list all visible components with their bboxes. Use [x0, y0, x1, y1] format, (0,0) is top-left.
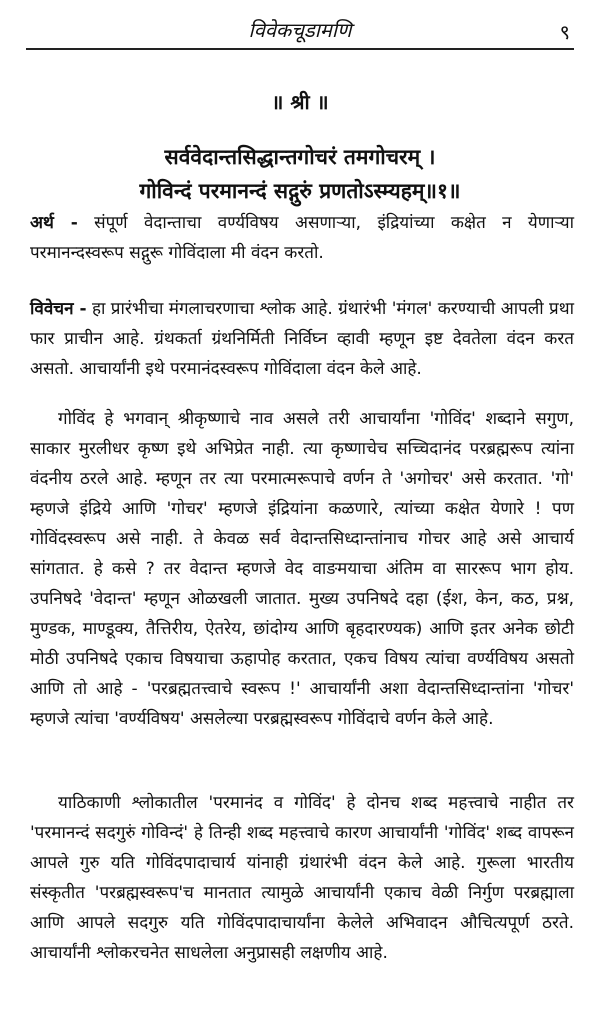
commentary-paragraph-3: याठिकाणी श्लोकातील 'परमानंद व गोविंद' हे दोनच शब्द महत्त्वाचे नाहीत तर 'परमानन्दं सदगुरुं गोविन्दं' हे तिन्ही शब्द महत्त्वाचे कारण आचार्यांनी 'गोविंद' शब्द वापरून आपले गुरु यति गोविंदपादाचार्य यांनाही ग्रंथारंभी वंदन केले आहे. गुरूला भारतीय संस्कृतीत 'परब्रह्मस्वरूप'च मानतात त्यामुळे आचार्यांनी एकाच वेळी निर्गुण परब्रह्माला आणि आपले सदगुरु यति गोविंदपादाचार्यांना केलेले अभिवादन औचित्यपूर्ण ठरते. आचार्यांनी श्लोकरचनेत साधलेला अनुप्रासही लक्षणीय आहे. — [30, 793, 574, 963]
commentary-section — [30, 294, 574, 384]
verse — [0, 140, 600, 208]
verse-line-2: गोविन्दं परमानन्दं सद्गुरुं प्रणतोऽस्म्यहम्॥१॥ — [139, 179, 461, 203]
commentary-paragraph-2: गोविंद हे भगवान् श्रीकृष्णाचे नाव असले तरी आचार्यांना 'गोविंद' शब्दाने सगुण, साकार मुरलीधर कृष्ण इथे अभिप्रेत नाही. त्या कृष्णाचेच सच्चिदानंद परब्रह्मरूप त्यांना वंदनीय ठरले आहे. म्हणून तर त्या परमात्मरूपाचे वर्णन ते 'अगोचर' असे करतात. 'गो' म्हणजे इंद्रिये आणि 'गोचर' म्हणजे इंद्रियांना कळणारे, त्यांच्या कक्षेत येणारे ! पण गोविंदस्वरूप असे नाही. ते केवळ सर्व वेदान्तसिध्दान्तांनाच गोचर आहे असे आचार्य सांगतात. हे कसे ? तर वेदान्त म्हणजे वेद वाङमयाचा अंतिम वा साररूप भाग होय. उपनिषदे 'वेदान्त' म्हणून ओळखली जातात. मुख्य उपनिषदे दहा (ईश, केन, कठ, प्रश्न, मुण्डक, माण्डूक्य, तैत्तिरीय, ऐतरेय, छांदोग्य आणि बृहदारण्यक) आणि इतर अनेक छोटी मोठी उपनिषदे एकाच विषयाचा ऊहापोह करतात, एकच विषय त्यांचा वर्ण्यविषय असतो आणि तो आहे - 'परब्रह्मतत्त्वाचे स्वरूप !' आचार्यांनी अशा वेदान्तसिध्दान्तांना 'गोचर' म्हणजे त्यांचा 'वर्ण्यविषय' असलेल्या परब्रह्मस्वरूप गोविंदाचे वर्णन केले आहे. — [30, 409, 574, 729]
page-number: ९ — [559, 20, 570, 44]
verse-line-1: सर्ववेदान्तसिद्धान्तगोचरं तमगोचरम् । — [164, 145, 436, 169]
commentary-paragraph-1: हा प्रारंभीचा मंगलाचरणाचा श्लोक आहे. ग्रंथारंभी 'मंगल' करण्याची आपली प्रथा फार प्राचीन आहे. ग्रंथकर्ता ग्रंथनिर्मिती निर्विघ्न व्हावी म्हणून इष्ट देवतेला वंदन करत असतो. आचार्यांनी इथे परमानंदस्वरूप गोविंदाला वंदन केले आहे. — [30, 299, 575, 379]
commentary-label: विवेचन - — [30, 299, 87, 319]
page-header — [0, 0, 600, 50]
meaning-section — [30, 208, 574, 268]
meaning-label: अर्थ - — [30, 213, 78, 233]
invocation: ॥ श्री ॥ — [271, 90, 329, 114]
header-rule — [26, 48, 574, 50]
meaning-text: संपूर्ण वेदान्ताचा वर्ण्यविषय असणाऱ्या, इंद्रियांच्या कक्षेत न येणाऱ्या परमानन्दस्वरूप सद्गुरू गोविंदाला मी वंदन करतो. — [30, 213, 574, 263]
running-title: विवेकचूडामणि — [248, 18, 352, 42]
